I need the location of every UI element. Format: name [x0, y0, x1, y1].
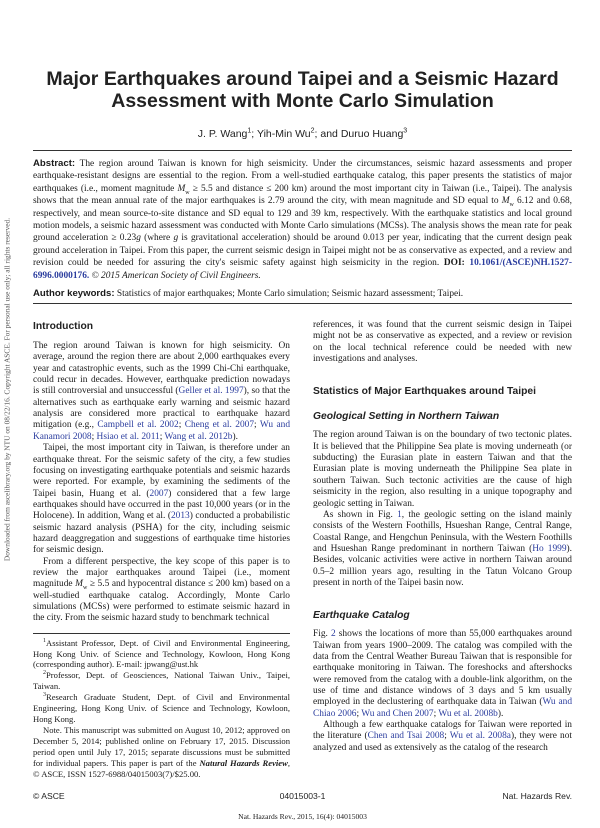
text-segment: w [185, 189, 190, 196]
keywords-text: Statistics of major earthquakes; Monte Carlo simulation; Seismic hazard assessment; Taipei. [114, 289, 464, 300]
text-segment: ; [178, 420, 185, 431]
text-segment: w [82, 585, 88, 592]
footnote [33, 638, 290, 671]
abstract-text [33, 159, 572, 281]
reference-link[interactable]: Wu et al. 2008b [438, 708, 498, 719]
author-name: J. P. Wang [197, 128, 248, 140]
author-list [33, 128, 572, 141]
introduction-continued [313, 320, 572, 365]
text-segment: ; [433, 708, 439, 719]
text-segment: The region around Taiwan is known for high seismicity. On average, around the region there are about 2,000 earthquakes every year and catastrophic events, such as the 1999 Chi-Chi earthquake, could recur in decades. However, earthquake prediction nowadays is still controversial and unsuccessful ( [33, 341, 290, 397]
text-segment: ). [232, 431, 238, 442]
text-segment: is gravitational acceleration) should be around 0.013 per year, indicating that the current design peak ground acceleration in Taipei. From this paper, the current seismic design in Taipei might not be as conservative as expected, and a review and revision could be needed for assuring the city's seismic safety against high seismicity in the region. [33, 233, 572, 269]
footnote [33, 692, 290, 725]
reference-link[interactable]: 2013 [170, 511, 190, 522]
text-segment: ≥ 5.5 and distance ≤ 200 km) around the most important city in Taiwan (i.e., Taipei). The analysis shows that the mean annual rate of the major earthquakes is 2.79 around the city, with mean magnitude and SD equal to [33, 183, 572, 207]
text-segment: © 2015 American Society of Civil Engineers. [89, 270, 261, 281]
paragraph [33, 443, 290, 556]
text-segment: ; [444, 731, 450, 742]
footer-journal: Nat. Hazards Rev. [502, 791, 573, 802]
paragraph [313, 720, 572, 754]
subsection-heading-catalog: Earthquake Catalog [313, 610, 410, 622]
keywords-label: Author keywords: [33, 288, 115, 300]
reference-link[interactable]: 2 [330, 629, 336, 640]
text-segment: ). [497, 708, 504, 719]
text-segment: Although a few earthquake catalogs for Taiwan were reported in the literature ( [313, 720, 572, 742]
left-column [33, 320, 290, 779]
text-segment: ) considered that a few large earthquakes should have occurred in the past 10,000 years (or in the Holocene). In addition, Wang et al. ( [33, 488, 290, 522]
text-segment: ; [91, 431, 97, 442]
footer-publisher: © ASCE [33, 791, 65, 802]
abstract [33, 158, 572, 282]
title-line: Major Earthquakes around Taipei and a Seismic Hazard [46, 68, 559, 90]
two-column-body [33, 320, 572, 779]
paragraph [313, 430, 572, 509]
text-segment: The region around Taiwan is known for high seismicity. Under the circumstances, seismic hazard assessments and proper earthquake-resistant designs are essential to the region. From a well-studied earthquake catalog, this paper presents the statistics of major earthquakes (i.e., moment magnitude [33, 159, 572, 194]
text-segment: From a different perspective, the key scope of this paper is to review the major earthquakes around Taipei (i.e., moment magnitude [33, 556, 290, 590]
footnotes [33, 638, 290, 780]
text-segment: Research Graduate Student, Dept. of Civil and Environmental Engineering, Hong Kong Univ. of Science and Technology, Kowloon, Hong Kong. [33, 692, 290, 724]
reference-link[interactable]: 2007 [149, 488, 169, 499]
right-column [313, 320, 572, 779]
text-segment: ; [254, 420, 260, 431]
author-keywords [33, 288, 572, 300]
reference-link[interactable]: Wang et al. 2012b [164, 431, 233, 442]
text-segment: ), so that the alternatives such as earthquake early warning and seismic hazard analysis are considered more practical to earthquake hazard mitigation (e.g., [33, 386, 290, 431]
author-name: Yih-Min Wu [256, 128, 311, 140]
text-segment: ) conducted a probabilistic seismic hazard analysis (PSHA) for the city, including seismic hazard deaggregation and suggestions of earthquake time histories for seismic design. [33, 511, 290, 556]
paper-title [20, 68, 585, 112]
divider [33, 150, 572, 151]
text-segment: 2 [43, 670, 46, 677]
section-heading-introduction: Introduction [33, 321, 94, 333]
text-segment: Fig. [313, 629, 331, 640]
reference-link[interactable]: Ho 1999 [532, 543, 567, 554]
text-segment: ), they were not analyzed and used as extensively as the catalog of the research [313, 731, 572, 753]
text-segment: Note. This manuscript was submitted on August 10, 2012; approved on December 5, 2014; published online on February 17, 2015. Discussion period open until July 17, 2015; separate discussions must be submitted for individual papers. This paper is part of the [33, 724, 290, 768]
text-segment: (where [140, 233, 174, 244]
reference-link[interactable]: Wu and Chen 2007 [361, 708, 434, 719]
text-segment: The region around Taiwan is on the boundary of two tectonic plates. It is believed that the Philippine Sea plate is moving underneath (or subducting) the Eurasian plate in eastern Taiwan and that the Eurasian plate is moving underneath the Philippine Sea plate in southern Taiwan. Such tectonic activities are the cause of high seismicity in the region, also resulting in a unique topography and geologic setting in Taiwan. [313, 430, 572, 509]
text-segment: DOI: [443, 258, 470, 269]
text-segment: 3 [43, 692, 46, 699]
subsection-heading-geological: Geological Setting in Northern Taiwan [313, 411, 500, 423]
paragraph [33, 557, 290, 625]
footer-page-id: 04015003-1 [279, 791, 326, 802]
reference-link[interactable]: Geller et al. 1997 [178, 386, 244, 397]
author-name: Duruo Huang [340, 128, 404, 140]
text-segment: g [173, 233, 179, 244]
text-segment: ; [159, 431, 165, 442]
text-segment: , © ASCE, ISSN 1527-6988/04015003(7)/$25.00. [33, 757, 290, 779]
text-segment: g [136, 233, 141, 244]
paragraph: references, it was found that the current seismic design in Taipei might not be as conservative as expected, and a review or revision on the local technical reference could be needed with new investigations and analyses. [313, 320, 572, 365]
reference-link[interactable]: Wu et al. 2008a [449, 731, 511, 742]
author-separator: ; and [314, 128, 341, 140]
reference-link[interactable]: Hsiao et al. 2011 [96, 431, 160, 442]
text-segment: M [177, 183, 186, 194]
abstract-label: Abstract: [33, 158, 76, 169]
divider [33, 303, 572, 304]
footnote-divider [33, 633, 290, 634]
title-line: Assessment with Monte Carlo Simulation [111, 90, 494, 112]
paragraph [33, 341, 290, 443]
reference-link[interactable]: Campbell et al. 2002 [97, 420, 179, 431]
reference-link[interactable]: Wu and Kanamori 2008 [33, 420, 291, 442]
text-segment: w [509, 202, 514, 209]
geological-body [313, 430, 572, 589]
text-segment: ; [356, 708, 362, 719]
text-segment: , the geologic setting on the island mainly consists of the Western Foothills, Hsueshan Range, Central Range, Coastal Range, and Hengchun Peninsula, with the Western Foothills and Hsueshan Range predominant in northern Taiwan ( [313, 509, 572, 554]
footnote [33, 670, 290, 692]
reference-link[interactable]: 10.1061/(ASCE)NH.1527-6996.0000176. [33, 258, 572, 281]
paragraph [313, 510, 572, 589]
text-segment: ≥ 5.5 and hypocentral distance ≤ 200 km) based on a well-studied earthquake catalog. Accordingly, Monte Carlo simulations (MCSs) were performed to estimate seismic hazard in the city. From the seismic hazard study to benchmark technical [33, 579, 291, 624]
footnote [33, 725, 290, 780]
download-notice: Downloaded from ascelibrary.org by NTU on 08/22/16. Copyright ASCE. For personal use only; all rights reserved. [2, 217, 12, 562]
text-segment: M [75, 579, 83, 590]
text-segment: shows the locations of more than 55,000 earthquakes around Taiwan from years 1900–2009. The catalog was compiled with the data from the Central Weather Bureau Taiwan that is responsible for earthquake monitoring in Taiwan. The foreshocks and aftershocks were removed from the catalog with a double-link algorithm, on the use of time and distance windows of 3 days and 5 km usually employed in the declustering of earthquake data in Taiwan ( [313, 629, 572, 708]
section-heading-statistics: Statistics of Major Earthquakes around Taipei [313, 386, 536, 398]
text-segment: As shown in Fig. [323, 509, 398, 520]
citation-line: Nat. Hazards Rev., 2015, 16(4): 04015003 [238, 812, 367, 822]
author-affiliation-mark: 2 [310, 127, 315, 135]
reference-link[interactable]: Cheng et al. 2007 [184, 420, 255, 431]
author-affiliation-mark: 3 [403, 127, 408, 135]
author-separator: ; [251, 128, 257, 140]
introduction-body [33, 341, 290, 625]
page-footer [33, 791, 572, 802]
text-segment: 1 [43, 637, 46, 644]
reference-link[interactable]: Wu and Chiao 2006 [313, 697, 573, 719]
catalog-body [313, 629, 572, 754]
reference-link[interactable]: 1 [397, 509, 402, 520]
paragraph [313, 629, 572, 720]
text-segment: Professor, Dept. of Geosciences, National Taiwan Univ., Taipei, Taiwan. [33, 670, 290, 692]
text-segment: 6.12 and 0.68, respectively, and mean source-to-site distance and SD equal to 129 and 39 km, respectively. With the earthquake statistics and local ground motion models, a seismic hazard assessment was conducted with Monte Carlo simulations (MCSs). The analysis shows the mean rate for peak ground acceleration ≥ 0.23 [33, 196, 572, 244]
text-segment: Assistant Professor, Dept. of Civil and Environmental Engineering, Hong Kong Univ. of Science and Technology, Kowloon, Hong Kong (corresponding author). E-mail: jpwang@ust.hk [33, 637, 290, 670]
text-segment: ). Besides, volcanic activities were active in northern Taiwan around 0.5–2 million years ago, resulting in the Tatun Volcano Group present in north of the Taipei basin now. [313, 543, 572, 588]
author-affiliation-mark: 1 [247, 127, 252, 135]
reference-link[interactable]: Chen and Tsai 2008 [367, 731, 445, 742]
text-segment: Natural Hazards Review [199, 757, 288, 768]
text-segment: Taipei, the most important city in Taiwan, is therefore under an earthquake threat. For the seismic safety of the city, a few studies focusing on investigating earthquake potentials and seismic hazards were reported. For example, by examining the sediments of the Taipei basin, Huang et al. ( [33, 443, 290, 499]
text-segment: M [501, 196, 510, 207]
